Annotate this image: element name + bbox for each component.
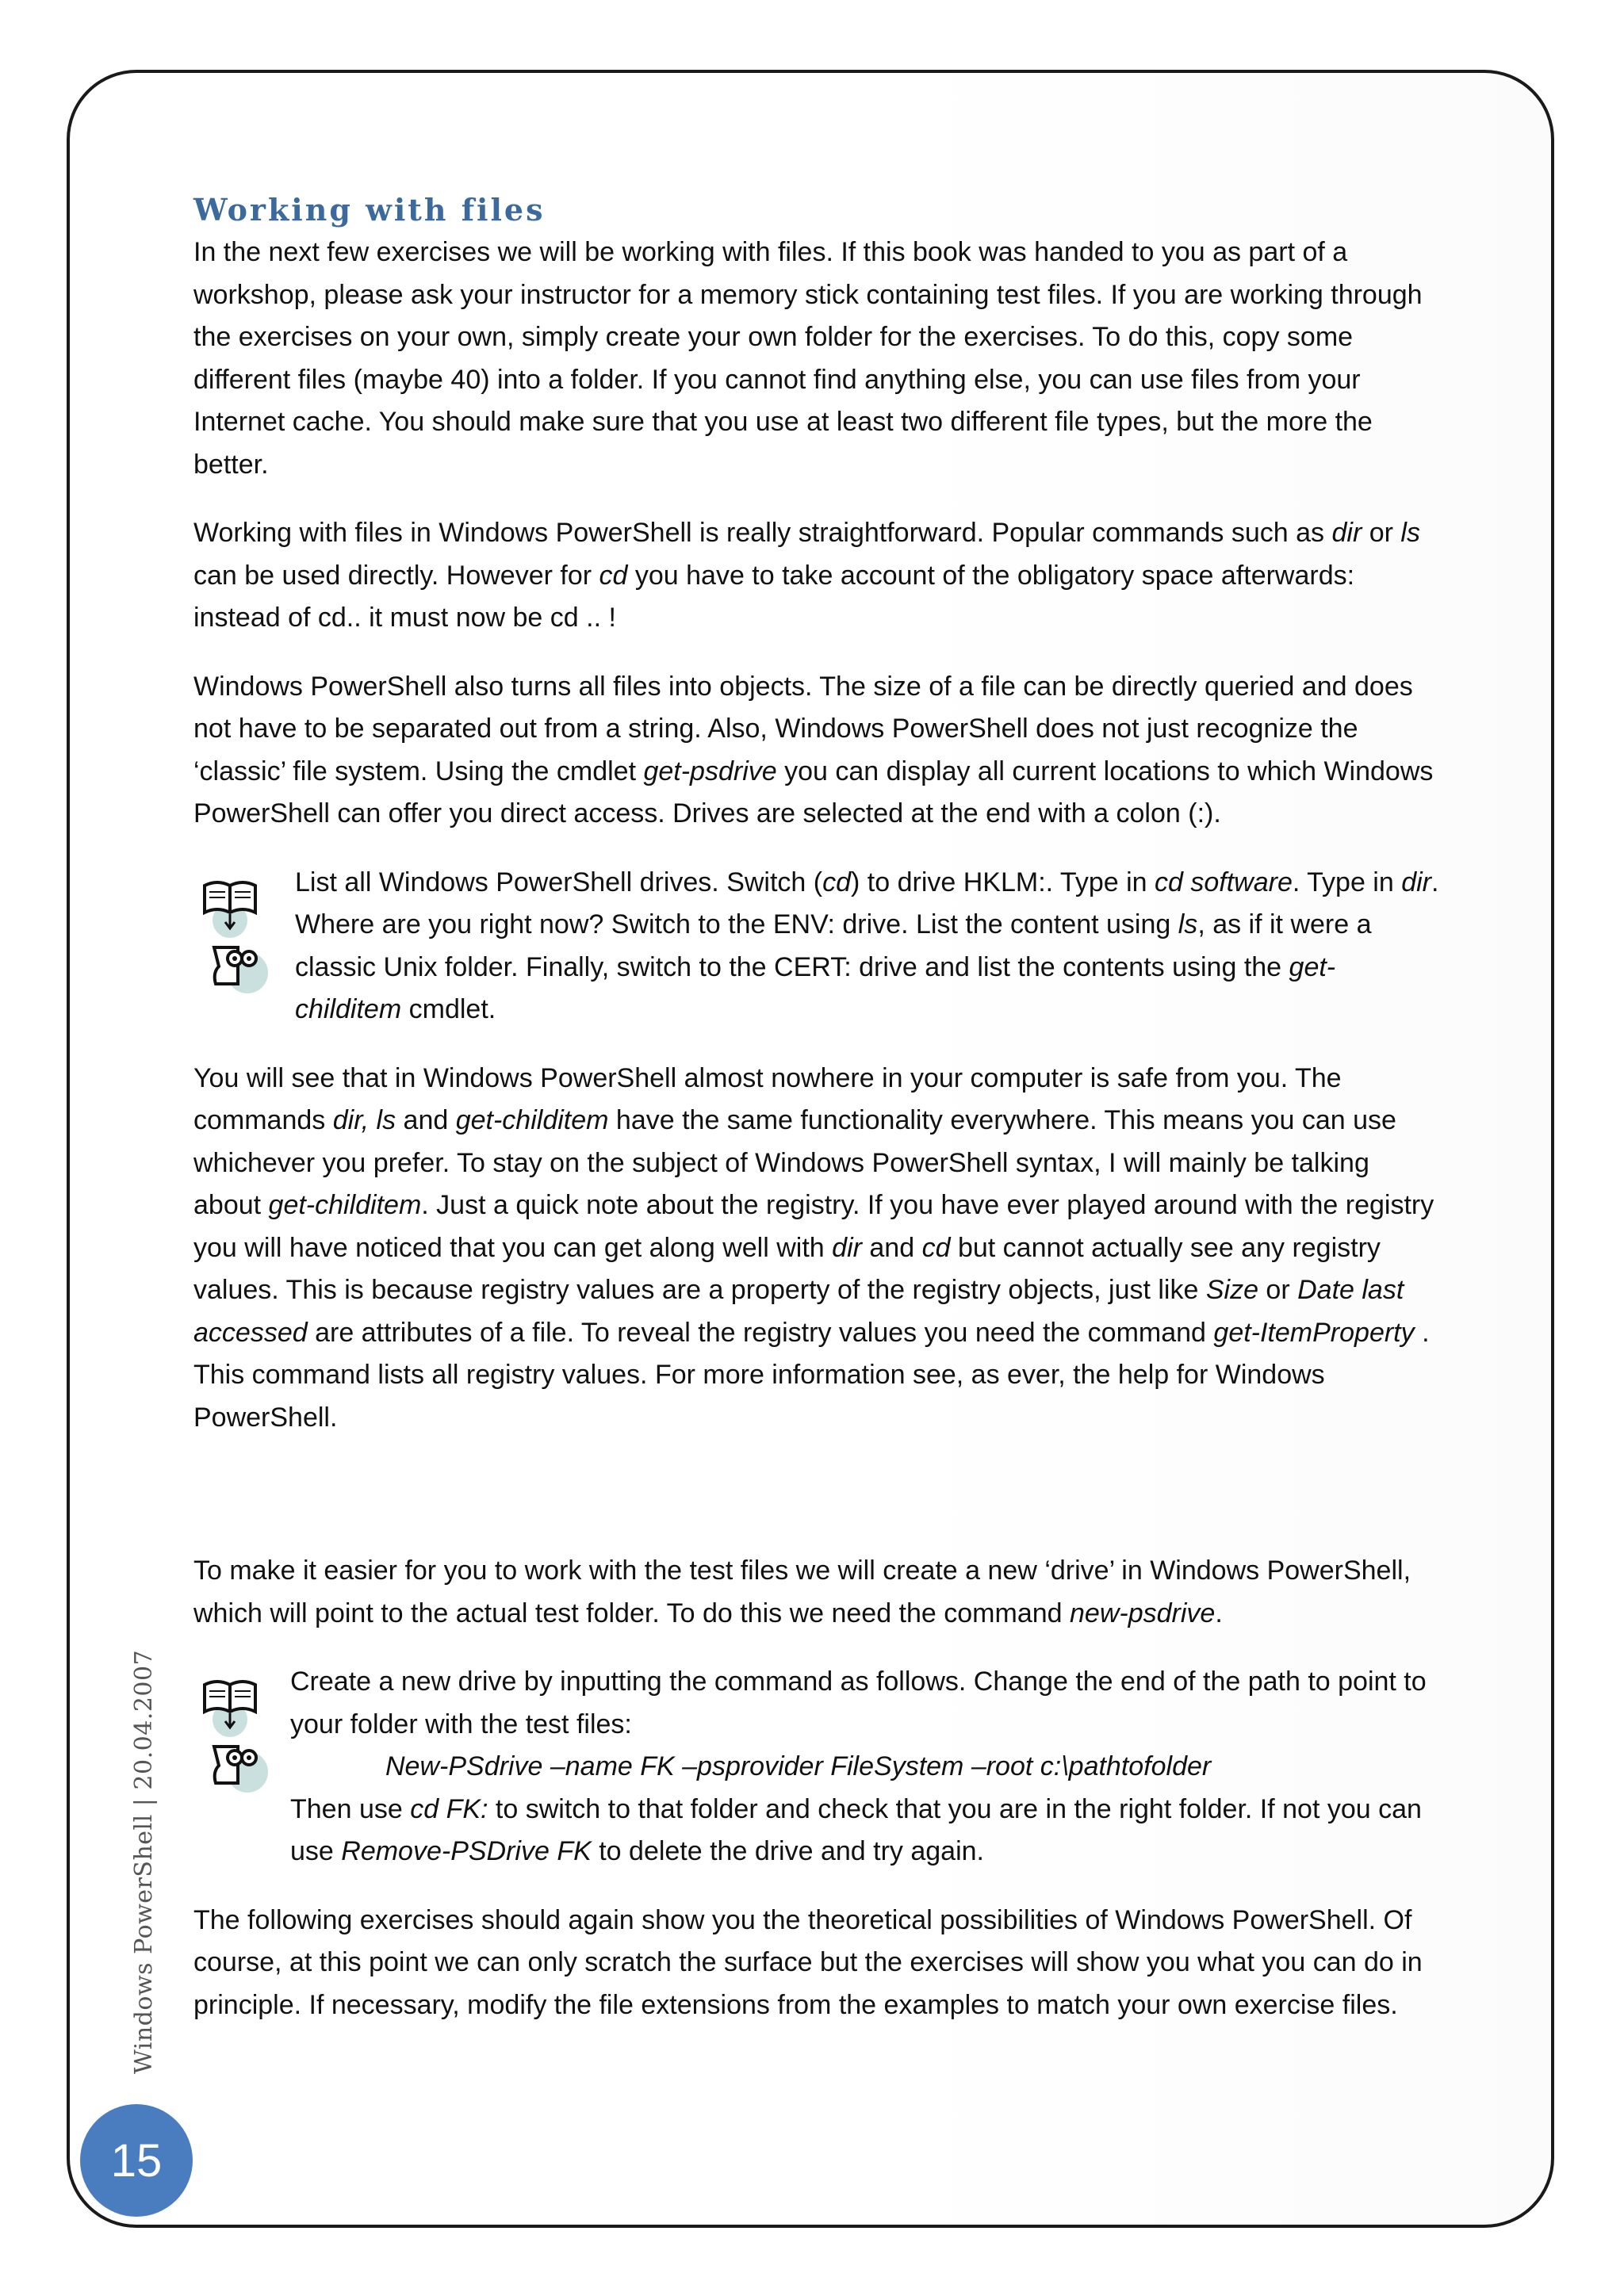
- paragraph-commands: Working with files in Windows PowerShell is really straightforward. Popular commands such as dir or ls can be used directly. However for cd you have to take account of the obligatory space afterwards: instead of cd.. it must now be cd .. !: [193, 518, 1420, 633]
- command-example: New-PSdrive –name FK –psprovider FileSystem –root c:\pathtofolder: [385, 1751, 1212, 1781]
- book-and-reader-icon: [198, 1672, 270, 1793]
- exercise-followup: Then use cd FK: to switch to that folder and check that you are in the right folder. If not you can use Remove-PSDrive FK to delete the drive and try again.: [290, 1793, 1422, 1866]
- book-and-reader-icon: [198, 873, 270, 993]
- exercise-text-drives: List all Windows PowerShell drives. Switch (cd) to drive HKLM:. Type in cd software. Type in dir. Where are you right now? Switch to the ENV: drive. List the content using ls, as if it were a classic Unix folder. Finally, switch to the CERT: drive and list the contents using the get-childitem cmdlet.: [295, 867, 1439, 1024]
- paragraph-registry: You will see that in Windows PowerShell almost nowhere in your computer is safe from you. The commands dir, ls and get-childitem have the same functionality everywhere. This means you can use whichever you prefer. To stay on the subject of Windows PowerShell syntax, I will mainly be talking about get-childitem. Just a quick note about the registry. If you have ever played around with the registry you will have noticed that you can get along well with dir and cd but cannot actually see any registry values. This is because registry values are a property of the registry objects, just like Size or Date last accessed are attributes of a file. To reveal the registry values you need the command get-ItemProperty . This command lists all registry values. For more information see, as ever, the help for Windows PowerShell.: [193, 1062, 1434, 1433]
- exercise-box-new-drive: [193, 1661, 1440, 1873]
- section-title: Working with files: [193, 192, 546, 228]
- exercise-text-new-drive: [290, 1661, 1440, 1873]
- side-footer-text: Windows PowerShell | 20.04.2007: [130, 1649, 158, 2074]
- page-number-badge: 15: [80, 2104, 193, 2217]
- exercise-instruction: Create a new drive by inputting the command as follows. Change the end of the path to point to your folder with the test files:: [290, 1667, 1427, 1739]
- page-content: [193, 189, 1440, 2053]
- vertical-spacer: [193, 1465, 1440, 1550]
- paragraph-exercises-outlook: The following exercises should again show you the theoretical possibilities of Windows PowerShell. Of course, at this point we can only scratch the surface but the exercises will show you what you can do in principle. If necessary, modify the file extensions from the examples to match your own exercise files.: [193, 1904, 1423, 2020]
- paragraph-objects: Windows PowerShell also turns all files into objects. The size of a file can be directly queried and does not have to be separated out from a string. Also, Windows PowerShell does not just recognize the ‘classic’ file system. Using the cmdlet get-psdrive you can display all current locations to which Windows PowerShell can offer you direct access. Drives are selected at the end with a colon (:).: [193, 671, 1434, 828]
- paragraph-new-drive: To make it easier for you to work with the test files we will create a new ‘drive’ in Windows PowerShell, which will point to the actual test folder. To do this we need the command new-psdrive.: [193, 1556, 1411, 1628]
- paragraph-intro: In the next few exercises we will be working with files. If this book was handed to you as part of a workshop, please ask your instructor for a memory stick containing test files. If you are working through the exercises on your own, simply create your own folder for the exercises. To do this, copy some different files (maybe 40) into a folder. If you cannot find anything else, you can use files from your Internet cache. You should make sure that you use at least two different file types, but the more the better.: [193, 237, 1423, 480]
- exercise-box-drives: [193, 862, 1440, 1031]
